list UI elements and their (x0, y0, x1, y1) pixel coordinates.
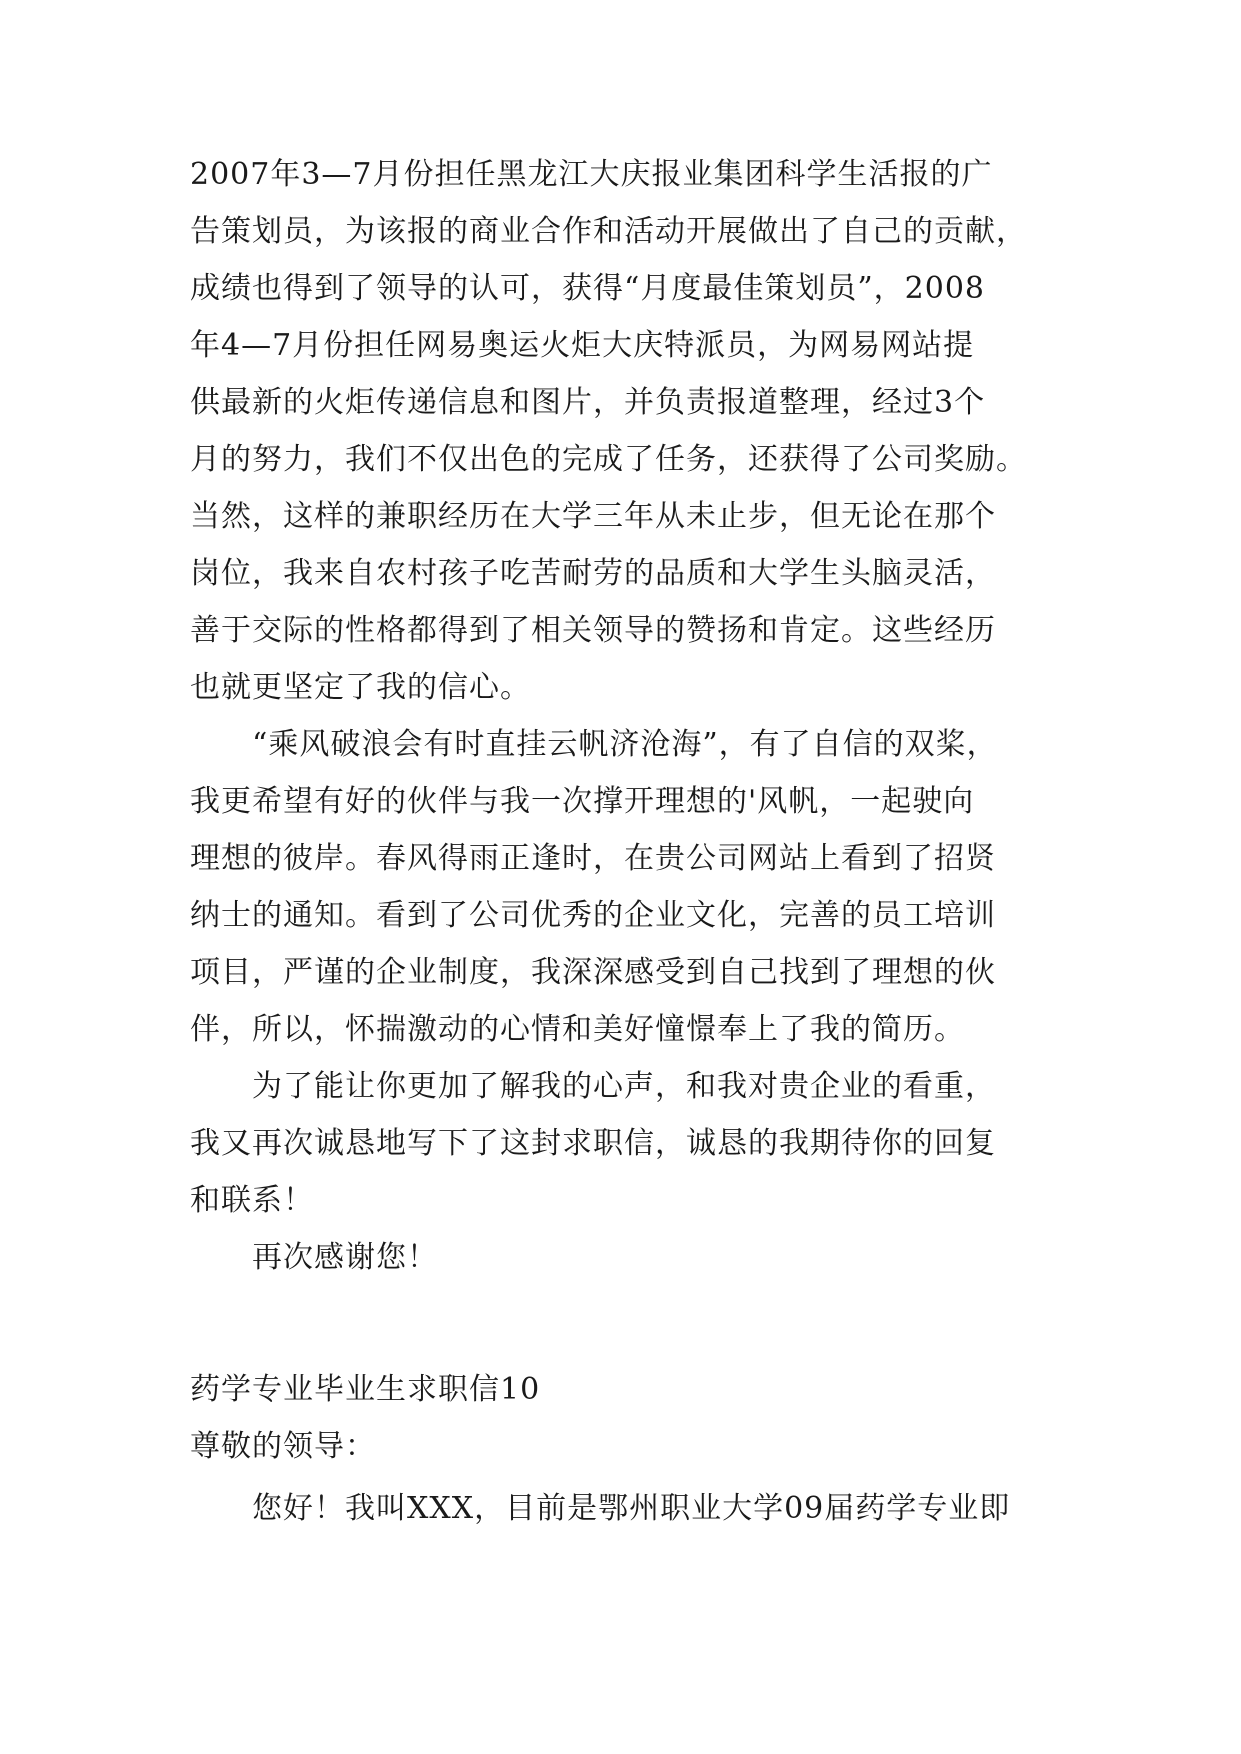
body-text-line: 项目，严谨的企业制度，我深深感受到自己找到了理想的伙 (190, 955, 996, 990)
paragraph-first-line: 为了能让你更加了解我的心声，和我对贵企业的看重， (252, 1069, 996, 1104)
paragraph-first-line: “乘风破浪会有时直挂云帆济沧海”，有了自信的双桨， (252, 727, 998, 762)
body-text-line: 我更希望有好的伙伴与我一次撑开理想的'风帆，一起驶向 (190, 784, 975, 819)
body-text-line: 伴，所以，怀揣激动的心情和美好憧憬奉上了我的简历。 (190, 1012, 965, 1047)
body-text-line: 供最新的火炬传递信息和图片，并负责报道整理，经过3个 (190, 385, 986, 420)
body-text-line: 纳士的通知。看到了公司优秀的企业文化，完善的员工培训 (190, 898, 996, 933)
salutation: 尊敬的领导： (190, 1429, 376, 1464)
body-text-line: 也就更坚定了我的信心。 (190, 670, 531, 705)
body-text-line: 和联系！ (190, 1183, 314, 1218)
paragraph-first-line: 您好！我叫XXX，目前是鄂州职业大学09届药学专业即 (252, 1491, 1011, 1526)
body-text-line: 年4—7月份担任网易奥运火炬大庆特派员，为网易网站提 (190, 328, 975, 363)
body-text-line: 理想的彼岸。春风得雨正逢时，在贵公司网站上看到了招贤 (190, 841, 996, 876)
body-text-line: 当然，这样的兼职经历在大学三年从未止步，但无论在那个 (190, 499, 996, 534)
body-text-line: 2007年3—7月份担任黑龙江大庆报业集团科学生活报的广 (190, 157, 993, 192)
closing-line: 再次感谢您！ (252, 1240, 438, 1275)
section-title: 药学专业毕业生求职信10 (190, 1372, 541, 1407)
body-text-line: 岗位，我来自农村孩子吃苦耐劳的品质和大学生头脑灵活， (190, 556, 996, 591)
body-text-line: 成绩也得到了领导的认可，获得“月度最佳策划员”，2008 (190, 271, 986, 306)
body-text-line: 善于交际的性格都得到了相关领导的赞扬和肯定。这些经历 (190, 613, 996, 648)
body-text-line: 告策划员，为该报的商业合作和活动开展做出了自己的贡献， (190, 214, 1027, 249)
body-text-line: 月的努力，我们不仅出色的完成了任务，还获得了公司奖励。 (190, 442, 1027, 477)
body-text-line: 我又再次诚恳地写下了这封求职信，诚恳的我期待你的回复 (190, 1126, 996, 1161)
